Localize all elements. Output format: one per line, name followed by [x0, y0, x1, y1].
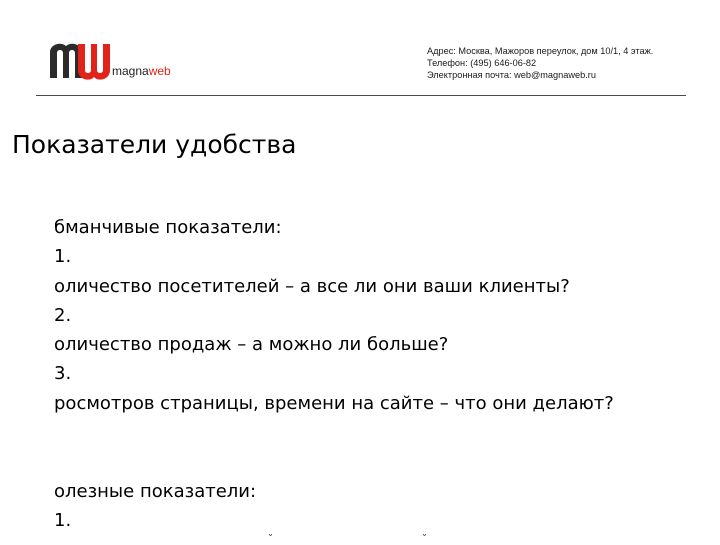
svg-text:magnaweb [112, 64, 171, 78]
item-text: росмотров страницы, времени на сайте – что они делают? [54, 392, 614, 414]
logo-text-magna: magna [112, 64, 149, 78]
contact-phone: Телефон: (495) 646-06-82 [427, 58, 537, 68]
section-heading: бманчивые показатели: [54, 217, 282, 238]
spacer [54, 418, 714, 447]
item-number: 3. [54, 363, 72, 385]
item-text: оличество продаж – а можно ли больше? [54, 334, 449, 356]
item-number: 1. [54, 509, 72, 531]
contact-info [427, 45, 653, 81]
logo-mark [48, 38, 178, 84]
slide-title: Показатели удобства [12, 130, 297, 159]
magnaweb-logo [48, 38, 178, 84]
logo-text-web: web [148, 64, 171, 78]
cut-off-glyph: ˘ [268, 534, 273, 545]
contact-address: Адрес: Москва, Мажоров переулок, дом 10/1, 4 этаж. [427, 46, 654, 56]
item-number: 1. [54, 246, 72, 268]
item-text: оличество посетителей – а все ли они ваши клиенты? [54, 275, 570, 297]
cut-off-glyph: ˘ [422, 534, 427, 545]
item-number: 2. [54, 304, 72, 326]
header-divider [36, 95, 686, 96]
spacer [54, 447, 714, 476]
section-heading: олезные показатели: [54, 480, 257, 502]
slide-body [54, 213, 714, 535]
contact-email: Электронная почта: web@magnaweb.ru [427, 70, 596, 80]
